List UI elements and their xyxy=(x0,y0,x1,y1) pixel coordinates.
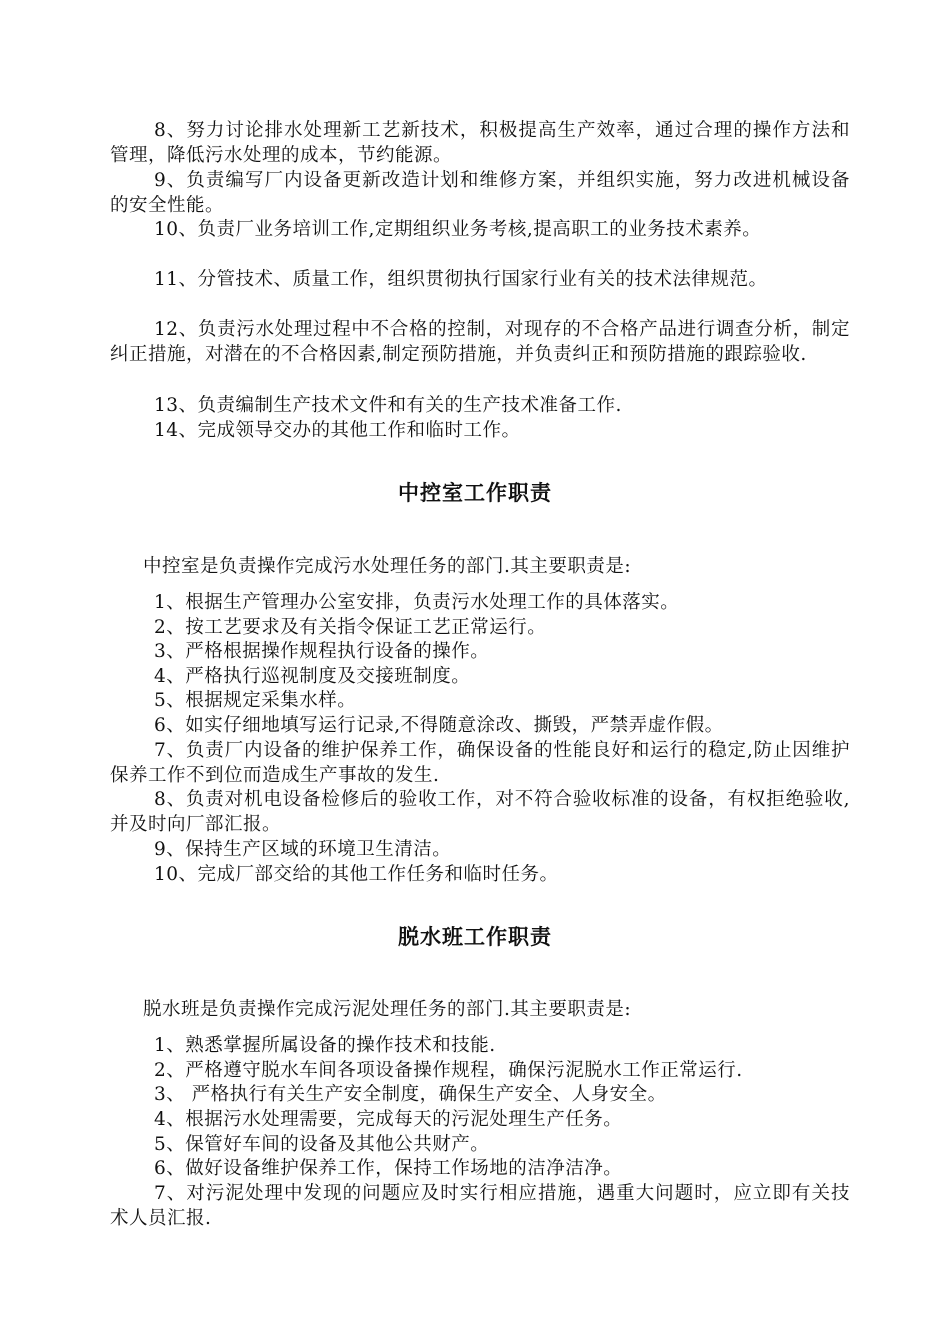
dewater-item-5: 5、保管好车间的设备及其他公共财产。 xyxy=(154,1134,490,1155)
control-item-2: 2、按工艺要求及有关指令保证工艺正常运行。 xyxy=(154,617,547,638)
section-title-dewatering: 脱水班工作职责 xyxy=(398,924,552,949)
duty-item-12: 12、负责污水处理过程中不合格的控制，对现存的不合格产品进行调查分析，制定纠正措施，对潜在的不合格因素,制定预防措施，并负责纠正和预防措施的跟踪验收. xyxy=(110,319,850,365)
duty-item-11: 11、分管技术、质量工作，组织贯彻执行国家行业有关的技术法律规范。 xyxy=(154,269,768,290)
control-item-9: 9、保持生产区域的环境卫生清洁。 xyxy=(154,839,452,860)
section-title-control-room: 中控室工作职责 xyxy=(398,480,552,505)
control-item-4: 4、严格执行巡视制度及交接班制度。 xyxy=(154,666,471,687)
dewater-item-3: 3、 严格执行有关生产安全制度，确保生产安全、人身安全。 xyxy=(154,1084,667,1105)
control-item-5: 5、根据规定采集水样。 xyxy=(154,690,357,711)
dewater-item-2: 2、严格遵守脱水车间各项设备操作规程，确保污泥脱水工作正常运行. xyxy=(154,1060,743,1081)
control-item-7: 7、负责厂内设备的维护保养工作，确保设备的性能良好和运行的稳定,防止因维护保养工作不到位而造成生产事故的发生. xyxy=(110,740,850,786)
control-item-6: 6、如实仔细地填写运行记录,不得随意涂改、撕毁，严禁弄虚作假。 xyxy=(154,715,724,736)
control-item-3: 3、严格根据操作规程执行设备的操作。 xyxy=(154,641,490,662)
dewater-item-1: 1、熟悉掌握所属设备的操作技术和技能. xyxy=(154,1035,496,1056)
dewater-item-7: 7、对污泥处理中发现的问题应及时实行相应措施，遇重大问题时，应立即有关技术人员汇报. xyxy=(110,1183,850,1229)
control-item-1: 1、根据生产管理办公室安排，负责污水处理工作的具体落实。 xyxy=(154,592,680,613)
duty-item-9: 9、负责编写厂内设备更新改造计划和维修方案，并组织实施，努力改进机械设备的安全性能。 xyxy=(110,170,850,216)
dewater-item-6: 6、做好设备维护保养工作，保持工作场地的洁净洁净。 xyxy=(154,1158,623,1179)
duty-item-8: 8、努力讨论排水处理新工艺新技术，积极提高生产效率，通过合理的操作方法和管理，降低污水处理的成本，节约能源。 xyxy=(110,120,850,166)
duty-item-13: 13、负责编制生产技术文件和有关的生产技术准备工作. xyxy=(154,395,622,416)
duty-item-14: 14、完成领导交办的其他工作和临时工作。 xyxy=(154,420,521,441)
control-item-8: 8、负责对机电设备检修后的验收工作，对不符合验收标准的设备，有权拒绝验收,并及时向厂部汇报。 xyxy=(110,789,850,835)
dewater-item-4: 4、根据污水处理需要，完成每天的污泥处理生产任务。 xyxy=(154,1109,623,1130)
control-item-10: 10、完成厂部交给的其他工作任务和临时任务。 xyxy=(154,864,559,885)
section-intro-control-room: 中控室是负责操作完成污水处理任务的部门.其主要职责是: xyxy=(143,556,632,577)
duty-item-10: 10、负责厂业务培训工作,定期组织业务考核,提高职工的业务技术素养。 xyxy=(154,219,762,240)
section-intro-dewatering: 脱水班是负责操作完成污泥处理任务的部门.其主要职责是: xyxy=(143,999,632,1020)
